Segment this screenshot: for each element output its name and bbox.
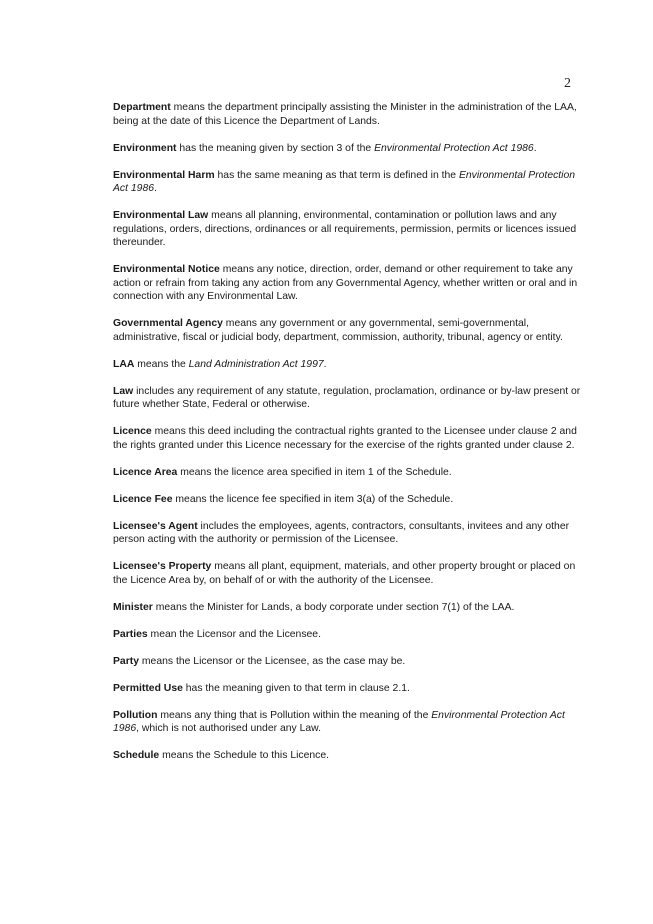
definition-text: includes any requirement of any statute, regulation, proclamation, ordinance or by-law present or future whether State, Federal or otherwise. <box>113 385 581 410</box>
definition-text: means any thing that is Pollution within the meaning of the <box>157 709 432 721</box>
definition-law <box>113 385 583 412</box>
definition-text: means all planning, environmental, contamination or pollution laws and any regulations, orders, directions, ordinances or all requirements, permission, permits or licences issued thereunder. <box>113 210 577 248</box>
definition-text: means the Schedule to this Licence. <box>159 750 330 761</box>
act-citation: Environmental Protection Act 1986 <box>113 709 565 734</box>
definition-environmental-notice <box>113 263 583 304</box>
definition-text: . <box>154 183 157 194</box>
definition-environmental-law <box>113 209 583 250</box>
definition-licence-area <box>113 466 583 480</box>
term: LAA <box>113 358 135 370</box>
definition-licence <box>113 425 583 452</box>
definition-text: means this deed including the contractual rights granted to the Licensee under clause 2 and the rights granted under this Licence necessary for the exercise of the rights granted under clause 2. <box>113 426 577 451</box>
term: Schedule <box>113 750 160 761</box>
definition-text: means the Licensor or the Licensee, as the case may be. <box>139 655 406 667</box>
page-number: 2 <box>564 76 571 91</box>
term: Parties <box>113 628 148 640</box>
term: Pollution <box>113 709 158 721</box>
term: Permitted Use <box>113 682 183 694</box>
definition-text: has the meaning given by section 3 of the <box>176 142 375 154</box>
definition-text: means the licence area specified in item 1 of the Schedule. <box>177 466 452 478</box>
definition-laa <box>113 358 583 372</box>
term: Environmental Notice <box>113 264 220 275</box>
definition-schedule <box>113 749 583 763</box>
term: Party <box>113 655 139 667</box>
definition-text: means any government or any governmental, semi-governmental, administrative, fiscal or judicial body, department, commission, authority, tribunal, agency or entity. <box>113 318 563 343</box>
definition-text: . <box>323 358 327 370</box>
definition-text: . <box>533 142 537 154</box>
definition-minister <box>113 601 583 615</box>
term: Licensee's Agent <box>113 520 198 532</box>
term: Governmental Agency <box>113 318 223 329</box>
definition-licensees-property <box>113 560 583 587</box>
act-citation: Land Administration Act 1997 <box>188 358 324 370</box>
act-citation: Environmental Protection Act 1986 <box>113 169 576 194</box>
definition-governmental-agency <box>113 317 583 344</box>
definition-text: means the licence fee specified in item 3(a) of the Schedule. <box>172 493 454 505</box>
definition-text: has the same meaning as that term is defined in the <box>214 169 459 181</box>
definitions-list <box>113 101 583 776</box>
definition-parties <box>113 628 583 642</box>
definition-text: , which is not authorised under any Law. <box>136 723 321 734</box>
definition-text: means the Minister for Lands, a body corporate under section 7(1) of the LAA. <box>152 601 515 613</box>
term: Environmental Law <box>113 210 209 221</box>
definition-licensees-agent <box>113 520 583 547</box>
definition-text: means the <box>134 358 189 370</box>
definition-text: has the meaning given to that term in clause 2.1. <box>182 682 410 694</box>
definition-text: includes the employees, agents, contractors, consultants, invitees and any other person acting with the authority or permission of the Licensee. <box>113 520 570 545</box>
term: Licensee's Property <box>113 561 212 572</box>
term: Licence Area <box>113 466 178 478</box>
definition-text: means all plant, equipment, materials, and other property brought or placed on the Licence Area by, on behalf of or with the authority of the Licensee. <box>113 561 576 586</box>
definition-licence-fee <box>113 493 583 507</box>
definition-pollution <box>113 709 583 736</box>
definition-text: mean the Licensor and the Licensee. <box>147 628 321 640</box>
term: Environment <box>113 142 177 154</box>
term: Licence Fee <box>113 493 173 505</box>
definition-environmental-harm <box>113 169 583 196</box>
term: Department <box>113 102 171 113</box>
term: Environmental Harm <box>113 169 215 181</box>
definition-text: means the department principally assisting the Minister in the administration of the LAA, being at the date of this Licence the Department of Lands. <box>113 102 577 127</box>
definition-text: means any notice, direction, order, demand or other requirement to take any action or refrain from taking any action from any Governmental Agency, whether written or oral and in connection with any Environmental Law. <box>113 264 578 302</box>
definition-party <box>113 655 583 669</box>
term: Law <box>113 385 134 397</box>
term: Minister <box>113 601 153 613</box>
definition-department <box>113 101 583 128</box>
definition-environment <box>113 142 583 156</box>
act-citation: Environmental Protection Act 1986 <box>374 142 534 154</box>
term: Licence <box>113 426 152 437</box>
definition-permitted-use <box>113 682 583 696</box>
